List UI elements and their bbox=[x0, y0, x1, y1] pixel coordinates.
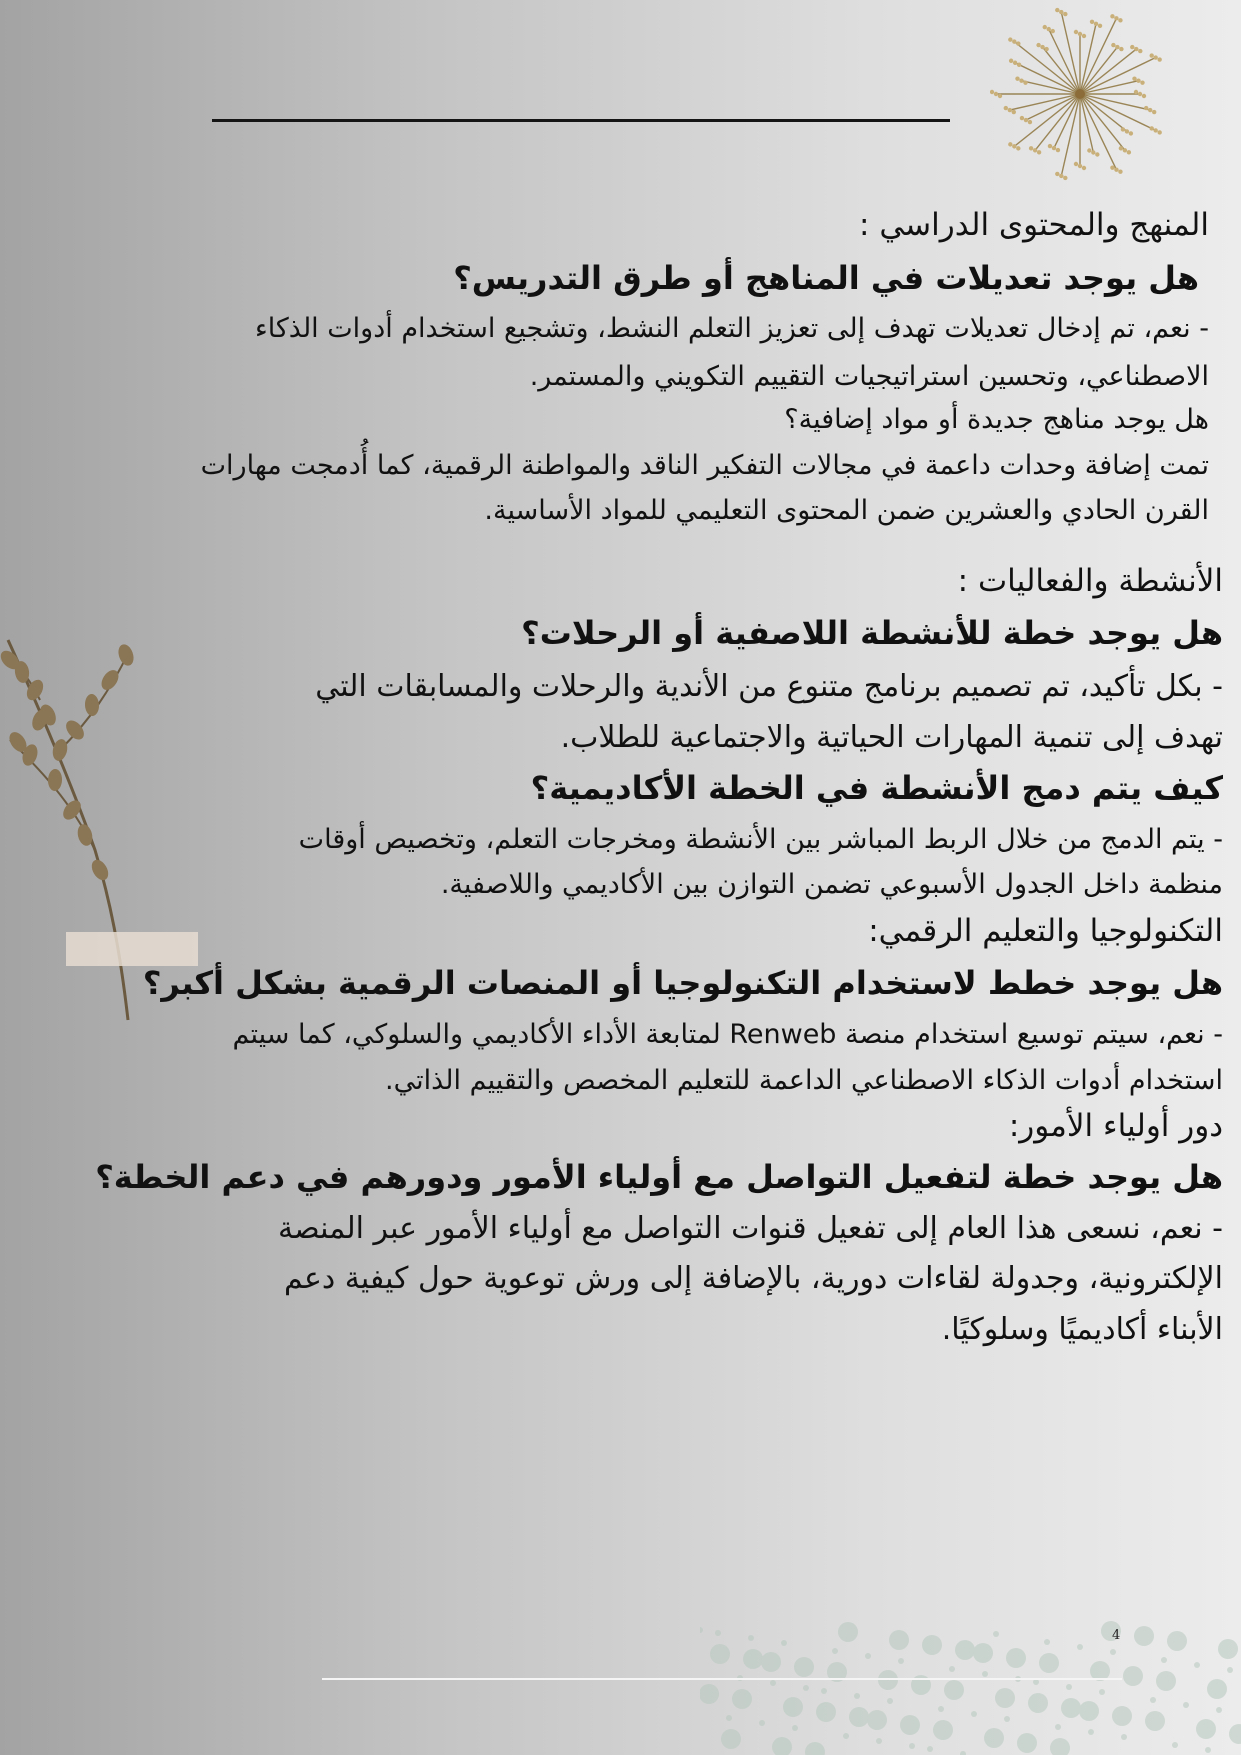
answer-parents-communication-line1: - نعم، نسعى هذا العام إلى تفعيل قنوات التواصل مع أولياء الأمور عبر المنصة bbox=[278, 1211, 1223, 1246]
section-heading-parents: دور أولياء الأمور: bbox=[1008, 1108, 1223, 1144]
answer-new-curricula-line1: تمت إضافة وحدات داعمة في مجالات التفكير الناقد والمواطنة الرقمية، كما أُدمجت مهارات bbox=[200, 450, 1209, 481]
question-curriculum-modifications: هل يوجد تعديلات في المناهج أو طرق التدريس؟ bbox=[453, 259, 1199, 297]
question-extracurricular-plan: هل يوجد خطة للأنشطة اللاصفية أو الرحلات؟ bbox=[521, 614, 1223, 652]
page-number: 4 bbox=[1112, 1628, 1121, 1643]
answer-activities-integration-line2: منظمة داخل الجدول الأسبوعي تضمن التوازن بين الأكاديمي واللاصفية. bbox=[440, 869, 1223, 900]
question-new-curricula: هل يوجد مناهج جديدة أو مواد إضافية؟ bbox=[784, 404, 1209, 435]
answer-activities-integration-line1: - يتم الدمج من خلال الربط المباشر بين الأنشطة ومخرجات التعلم، وتخصيص أوقات bbox=[298, 824, 1223, 855]
section-heading-activities: الأنشطة والفعاليات : bbox=[957, 563, 1223, 599]
answer-extracurricular-plan-line2: تهدف إلى تنمية المهارات الحياتية والاجتماعية للطلاب. bbox=[560, 720, 1223, 755]
answer-technology-plans-line1: - نعم، سيتم توسيع استخدام منصة Renweb لمتابعة الأداء الأكاديمي والسلوكي، كما سيتم bbox=[232, 1019, 1223, 1050]
question-parents-communication: هل يوجد خطة لتفعيل التواصل مع أولياء الأمور ودورهم في دعم الخطة؟ bbox=[95, 1158, 1223, 1196]
section-heading-curriculum: المنهج والمحتوى الدراسي : bbox=[859, 207, 1209, 243]
question-activities-integration: كيف يتم دمج الأنشطة في الخطة الأكاديمية؟ bbox=[530, 769, 1223, 807]
answer-curriculum-modifications-line1: - نعم، تم إدخال تعديلات تهدف إلى تعزيز التعلم النشط، وتشجيع استخدام أدوات الذكاء bbox=[255, 313, 1209, 344]
answer-curriculum-modifications-line2: الاصطناعي، وتحسين استراتيجيات التقييم التكويني والمستمر. bbox=[529, 361, 1209, 392]
question-technology-plans: هل يوجد خطط لاستخدام التكنولوجيا أو المنصات الرقمية بشكل أكبر؟ bbox=[142, 964, 1223, 1002]
answer-new-curricula-line2: القرن الحادي والعشرين ضمن المحتوى التعليمي للمواد الأساسية. bbox=[484, 495, 1209, 526]
section-heading-technology: التكنولوجيا والتعليم الرقمي: bbox=[868, 913, 1223, 949]
answer-extracurricular-plan-line1: - بكل تأكيد، تم تصميم برنامج متنوع من الأندية والرحلات والمسابقات التي bbox=[315, 669, 1223, 704]
answer-parents-communication-line2: الإلكترونية، وجدولة لقاءات دورية، بالإضافة إلى ورش توعوية حول كيفية دعم bbox=[284, 1261, 1223, 1296]
answer-technology-plans-line2: استخدام أدوات الذكاء الاصطناعي الداعمة للتعليم المخصص والتقييم الذاتي. bbox=[385, 1065, 1223, 1096]
answer-parents-communication-line3: الأبناء أكاديميًا وسلوكيًا. bbox=[941, 1312, 1223, 1347]
